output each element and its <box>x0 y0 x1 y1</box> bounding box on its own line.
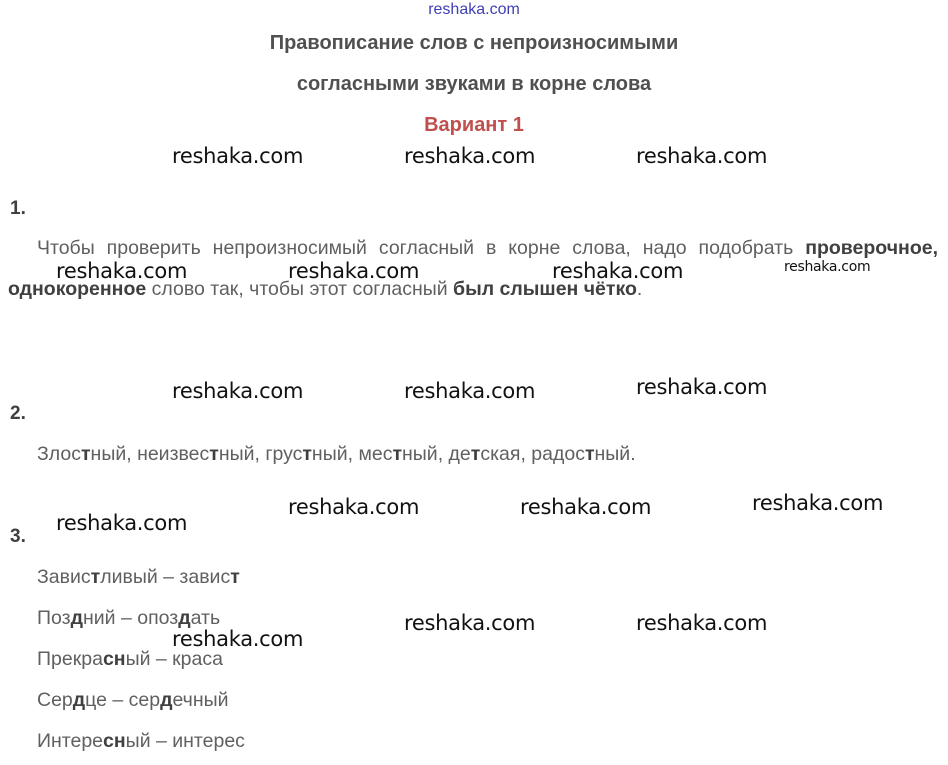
site-header-link[interactable]: reshaka.com <box>428 1 520 18</box>
word: детская, <box>448 443 532 465</box>
page-title-line1: Правописание слов с непроизносимыми <box>269 32 679 54</box>
watermark: reshaka.com <box>404 144 536 168</box>
task1-text-1: Чтобы проверить непроизносимый согласный в корне слова, надо подобрать <box>37 237 806 259</box>
watermark: reshaka.com <box>520 495 652 519</box>
watermark: reshaka.com <box>784 259 871 275</box>
task3-pair: Интересный – интерес <box>37 730 245 752</box>
task2-number: 2. <box>10 403 26 424</box>
task3-pair: Завистливый – завист <box>37 566 240 588</box>
word: неизвестный, <box>137 443 266 465</box>
word: грустный, <box>265 443 359 465</box>
task3-number: 3. <box>10 526 26 547</box>
watermark: reshaka.com <box>752 491 884 515</box>
task3-pair: Сердце – сердечный <box>37 689 229 711</box>
watermark: reshaka.com <box>404 379 536 403</box>
watermark: reshaka.com <box>636 375 768 399</box>
word: Злостный, <box>37 443 138 465</box>
word: радостный. <box>531 443 636 465</box>
watermark: reshaka.com <box>636 144 768 168</box>
task2-words <box>37 443 636 466</box>
watermark: reshaka.com <box>288 495 420 519</box>
task1-bold-2: был слышен чётко <box>453 278 637 300</box>
task1-bold-1: проверочное, однокоренное <box>8 237 938 300</box>
task1-text-2: слово так, чтобы этот согласный <box>146 278 454 300</box>
watermark: reshaka.com <box>404 611 536 635</box>
variant-heading: Вариант 1 <box>424 114 524 136</box>
task3-pair: Поздний – опоздать <box>37 607 221 629</box>
page-title-line2: согласными звуками в корне слова <box>296 73 652 95</box>
watermark: reshaka.com <box>636 611 768 635</box>
task3-pair: Прекрасный – краса <box>37 648 223 670</box>
watermark: reshaka.com <box>552 259 684 283</box>
watermark: reshaka.com <box>172 627 304 651</box>
watermark: reshaka.com <box>56 259 188 283</box>
watermark: reshaka.com <box>288 259 420 283</box>
word: местный, <box>358 443 449 465</box>
task1-number: 1. <box>10 198 26 219</box>
watermark: reshaka.com <box>172 379 304 403</box>
watermark: reshaka.com <box>172 144 304 168</box>
task1-text-3: . <box>636 278 643 300</box>
watermark: reshaka.com <box>56 511 188 535</box>
